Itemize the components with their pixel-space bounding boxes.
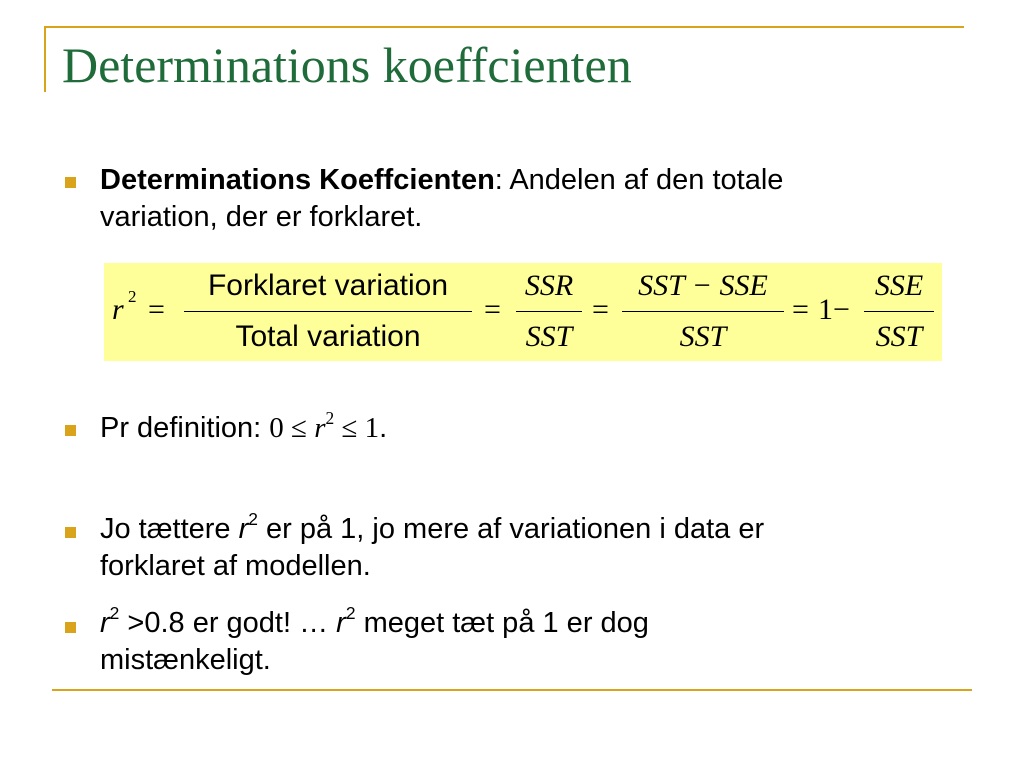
bullet-1-term: Determinations Koeffcienten: [100, 164, 495, 196]
bullet-4: [100, 602, 960, 679]
bullet-3-line-1: [100, 508, 960, 548]
slide-title: Determinations koeffcienten: [62, 37, 632, 93]
formula-equals-4: =: [792, 293, 809, 326]
formula-f3-denominator: SST: [679, 320, 727, 353]
frame-accent-vertical: [44, 26, 46, 92]
formula-equals-1: =: [148, 293, 165, 326]
bullet-4-line-1: [100, 602, 960, 642]
formula-f4-denominator: SST: [875, 320, 923, 353]
bullet-marker-2: [65, 425, 76, 436]
bullet-2-math-left: 0 ≤: [269, 412, 315, 444]
formula-f2-bar: [516, 311, 582, 312]
bullet-4-post: meget tæt på 1 er dog: [355, 607, 649, 639]
bullet-marker-3: [65, 527, 76, 538]
bullet-2-math-r: r: [314, 412, 326, 444]
formula-box: [104, 263, 942, 361]
formula-f1-bar: [184, 311, 472, 312]
formula-f1-numerator: Forklaret variation: [207, 269, 449, 302]
formula-f2-numerator: SSR: [524, 269, 574, 302]
bullet-1-line-1: [100, 162, 960, 199]
formula-f1-denominator: Total variation: [235, 320, 421, 353]
bullet-2: [100, 407, 960, 447]
bullet-1-colon: :: [494, 164, 503, 196]
frame-accent-top: [44, 26, 964, 28]
formula-equals-2: =: [484, 293, 501, 326]
bullet-4-r-1: r: [100, 607, 110, 639]
bullet-1-line-2: variation, der er forklaret.: [100, 201, 423, 233]
bullet-4-r-2: r: [336, 607, 346, 639]
bullet-2-suffix: .: [379, 412, 388, 444]
formula-f3-bar: [622, 311, 784, 312]
formula-f3-numerator: SST − SSE: [638, 269, 768, 302]
formula-r-exponent: 2: [128, 287, 137, 306]
bullet-4-exponent-1: 2: [109, 602, 120, 623]
bullet-2-math-right: ≤ 1: [334, 412, 380, 444]
formula-f2-denominator: SST: [525, 320, 573, 353]
bullet-3-pre: Jo tættere: [100, 513, 239, 545]
bullet-3-post: er på 1, jo mere af variationen i data er: [257, 513, 765, 545]
bullet-3-exponent: 2: [248, 508, 258, 529]
bullet-4-exponent-2: 2: [345, 602, 356, 623]
bullet-2-math-exponent: 2: [325, 407, 335, 428]
bullet-1: [100, 162, 960, 236]
bullet-3-r: r: [238, 513, 249, 545]
formula-one-minus: 1−: [818, 293, 850, 326]
bullet-marker-1: [65, 177, 76, 188]
formula-f4-bar: [864, 311, 934, 312]
bullet-3-line-2: forklaret af modellen.: [100, 550, 371, 582]
bullet-2-inequality: [269, 407, 380, 444]
formula-r: r: [112, 293, 124, 326]
bullet-3: [100, 508, 960, 585]
bullet-marker-4: [65, 622, 76, 633]
bullet-4-line-2: mistænkeligt.: [100, 644, 271, 676]
formula-equals-3: =: [592, 293, 609, 326]
frame-accent-bottom: [52, 689, 972, 691]
bullet-4-mid: >0.8 er godt! …: [119, 607, 337, 639]
formula-f4-numerator: SSE: [874, 269, 924, 302]
bullet-1-text: Andelen af den totale: [502, 164, 784, 196]
bullet-2-prefix: Pr definition:: [100, 412, 270, 444]
